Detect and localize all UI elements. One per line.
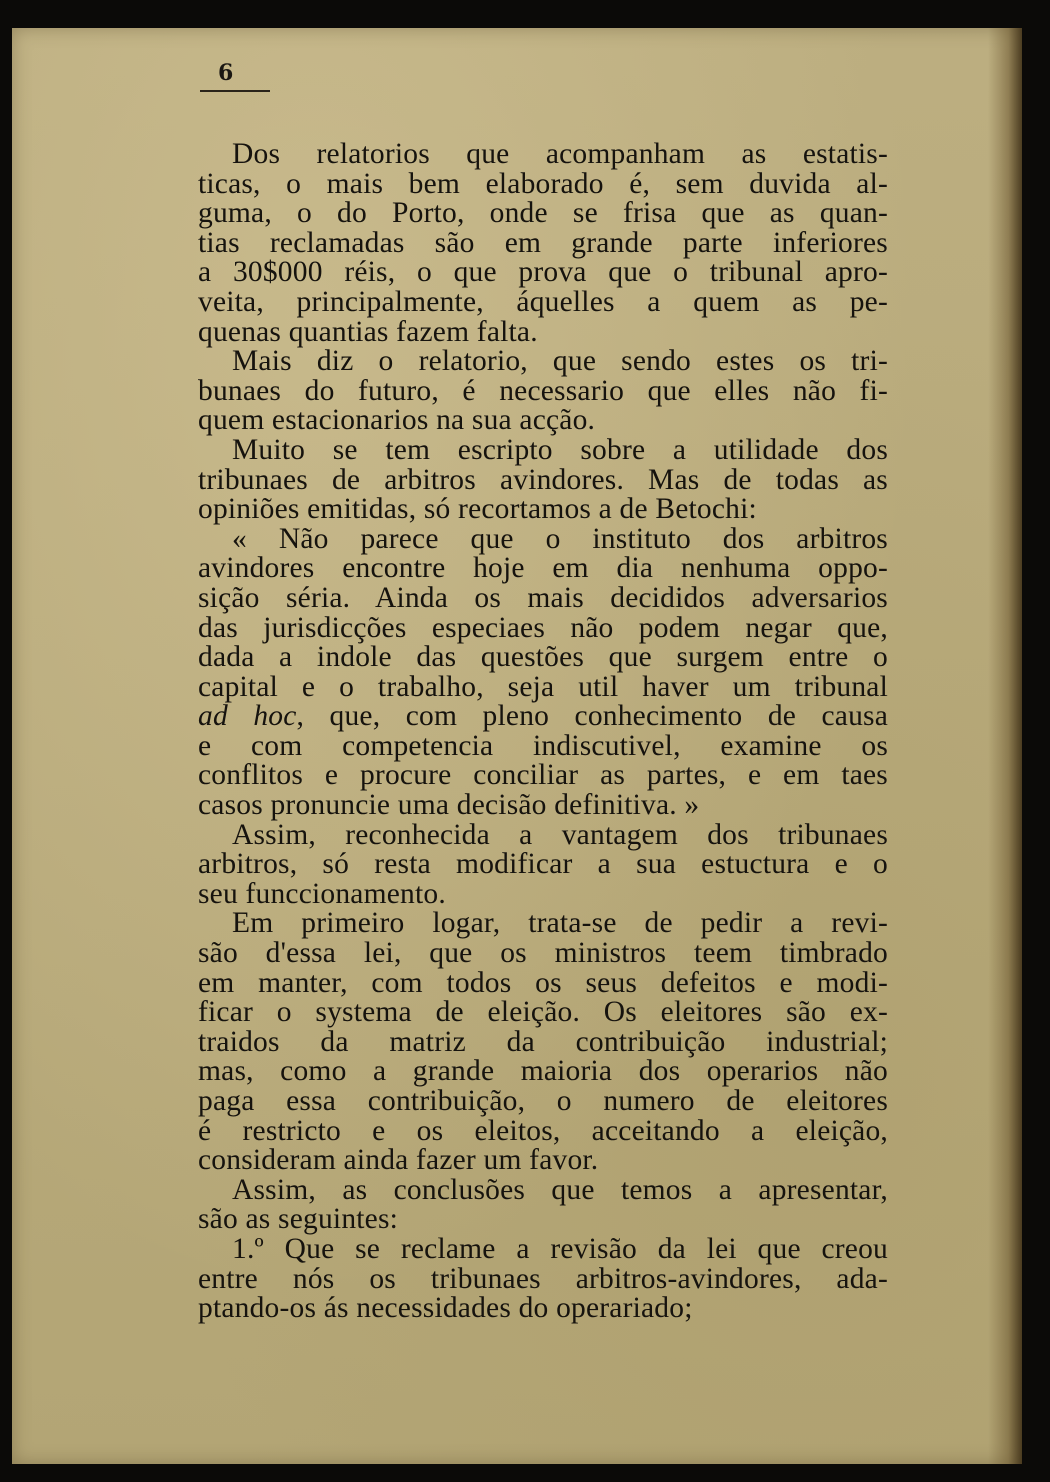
text-line: dada a indole das questões que surgem entre o	[198, 641, 888, 674]
text-line: ficar o systema de eleição. Os eleitores são ex-	[198, 996, 888, 1029]
text-line: capital e o trabalho, seja util haver um tribunal	[198, 670, 888, 703]
text-line: ptando-os ás necessidades do operariado;	[198, 1292, 693, 1325]
page-number: 6	[218, 60, 234, 86]
text-line: veita, principalmente, áquelles a quem as pe-	[198, 285, 888, 318]
text-line: das jurisdicções especiaes não podem negar que,	[198, 611, 888, 644]
text-line: consideram ainda fazer um favor.	[198, 1144, 599, 1177]
text-line: Assim, as conclusões que temos a apresentar,	[232, 1173, 888, 1206]
text-line: quenas quantias fazem falta.	[198, 315, 538, 348]
text-line: Dos relatorios que acompanham as estatis-	[232, 138, 888, 170]
text-line: a 30$000 réis, o que prova que o tribunal apro-	[198, 256, 888, 289]
text-line: guma, o do Porto, onde se frisa que as quan-	[198, 197, 888, 230]
text-line: arbitros, só resta modificar a sua estuctura e o	[198, 848, 888, 881]
text-line: sição séria. Ainda os mais decididos adversarios	[198, 581, 888, 614]
header-rule	[200, 90, 270, 92]
text-line: ad hoc, que, com pleno conhecimento de causa	[198, 700, 888, 733]
text-line: em manter, com todos os seus defeitos e modi-	[198, 966, 888, 999]
text-line: Mais diz o relatorio, que sendo estes os tri-	[232, 345, 888, 378]
text-line: casos pronuncie uma decisão definitiva. »	[198, 789, 700, 822]
body-text	[198, 140, 888, 1324]
text-line: tias reclamadas são em grande parte inferiores	[198, 226, 888, 259]
text-line: Muito se tem escripto sobre a utilidade dos	[232, 433, 888, 466]
text-line: tribunaes de arbitros avindores. Mas de todas as	[198, 463, 888, 496]
text-line: « Não parece que o instituto dos arbitros	[232, 522, 888, 555]
text-line: ticas, o mais bem elaborado é, sem duvida al-	[198, 167, 888, 200]
text-line: paga essa contribuição, o numero de eleitores	[198, 1085, 888, 1117]
text-line: mas, como a grande maioria dos operarios não	[198, 1055, 888, 1088]
text-line: é restricto e os eleitos, acceitando a eleição,	[198, 1114, 888, 1147]
page-binding-shadow	[988, 28, 1022, 1464]
text-line: seu funccionamento.	[198, 877, 446, 910]
text-line: Assim, reconhecida a vantagem dos tribunaes	[232, 818, 888, 851]
text-line: são d'essa lei, que os ministros teem timbrado	[198, 937, 888, 970]
text-line: avindores encontre hoje em dia nenhuma oppo-	[198, 552, 888, 585]
text-line: opiniões emitidas, só recortamos a de Betochi:	[198, 493, 757, 526]
text-line: 1.º Que se reclame a revisão da lei que creou	[232, 1232, 888, 1265]
text-line: quem estacionarios na sua acção.	[198, 404, 596, 437]
text-line: bunaes do futuro, é necessario que elles não fi-	[198, 374, 888, 407]
text-line: entre nós os tribunaes arbitros-avindores, ada-	[198, 1262, 888, 1295]
text-line: Em primeiro logar, trata-se de pedir a revi-	[232, 907, 888, 940]
text-line: e com competencia indiscutivel, examine os	[198, 729, 888, 762]
text-line: são as seguintes:	[198, 1203, 399, 1236]
text-line: conflitos e procure conciliar as partes, e em taes	[198, 759, 888, 792]
text-line: traidos da matriz da contribuição industrial;	[198, 1025, 888, 1058]
